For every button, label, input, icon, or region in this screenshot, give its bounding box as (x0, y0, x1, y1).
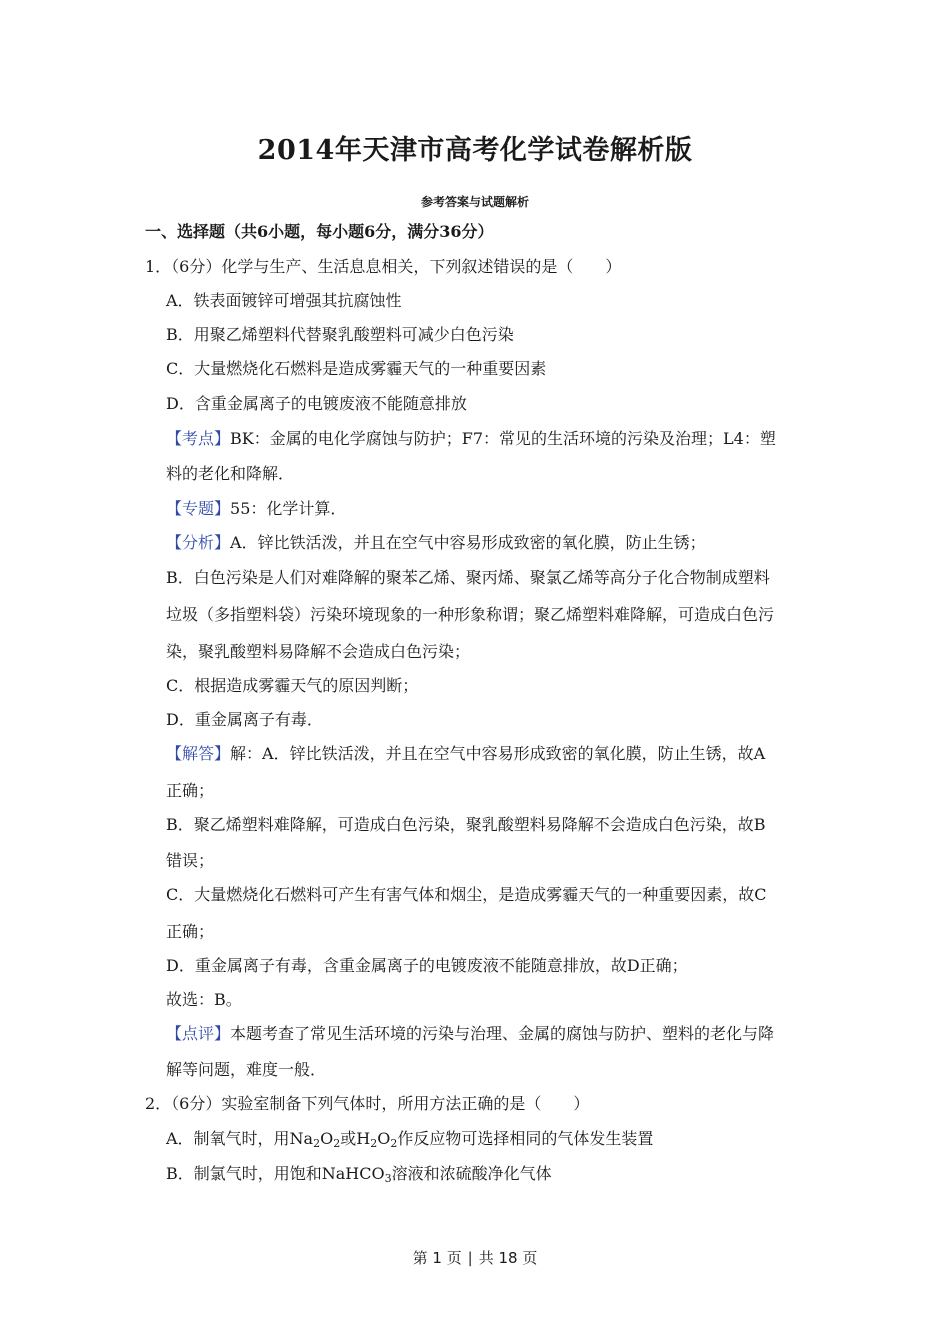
subscript: 2 (390, 1137, 398, 1150)
option-b-text: 溶液和浓硫酸净化气体 (391, 1164, 552, 1183)
jieda-line-5: C．大量燃烧化石燃料可产生有害气体和烟尘，是造成雾霾天气的一种重要因素，故C (166, 885, 767, 904)
question-1-option-b: B．用聚乙烯塑料代替聚乳酸塑料可减少白色污染 (166, 325, 514, 344)
kaodian-tag: 【考点】 (166, 429, 231, 448)
dianping-line-1 (166, 1023, 774, 1045)
option-a-text: 或H (340, 1129, 371, 1148)
dianping-text: 本题考查了常见生活环境的污染与治理、金属的腐蚀与防护、塑料的老化与降 (230, 1024, 775, 1043)
option-a-text: O (320, 1129, 334, 1148)
zhuanti-tag: 【专题】 (166, 499, 231, 518)
jieda-tag: 【解答】 (166, 744, 231, 763)
fenxi-line-1 (166, 532, 706, 554)
question-1-option-c: C．大量燃烧化石燃料是造成雾霾天气的一种重要因素 (166, 359, 547, 378)
fenxi-text: A．锌比铁活泼，并且在空气中容易形成致密的氧化膜，防止生锈； (230, 533, 706, 552)
kaodian-line-2: 料的老化和降解． (166, 464, 295, 483)
option-a-text: 作反应物可选择相同的气体发生装置 (397, 1129, 654, 1148)
zhuanti-line (166, 498, 346, 520)
subscript: 3 (384, 1172, 392, 1185)
question-2-option-b (166, 1163, 552, 1185)
jieda-text: 解：A．锌比铁活泼，并且在空气中容易形成致密的氧化膜，防止生锈，故A (230, 744, 766, 763)
option-b-text: B．制氯气时，用饱和NaHCO (166, 1164, 385, 1183)
jieda-line-6: 正确； (166, 922, 215, 941)
fenxi-line-6: D．重金属离子有毒． (166, 710, 323, 729)
subscript: 2 (313, 1137, 321, 1150)
question-1-option-a: A．铁表面镀锌可增强其抗腐蚀性 (166, 291, 402, 310)
kaodian-text: BK：金属的电化学腐蚀与防护；F7：常见的生活环境的污染及治理；L4：塑 (230, 429, 776, 448)
fenxi-line-2: B．白色污染是人们对难降解的聚苯乙烯、聚丙烯、聚氯乙烯等高分子化合物制成塑料 (166, 568, 770, 587)
option-a-text: A．制氧气时，用Na (166, 1129, 314, 1148)
question-2-option-a (166, 1128, 653, 1150)
question-2-stem: 2．（6分）实验室制备下列气体时，所用方法正确的是（ ） (145, 1094, 590, 1113)
dianping-line-2: 解等问题，难度一般． (166, 1060, 327, 1079)
dianping-tag: 【点评】 (166, 1024, 231, 1043)
zhuanti-text: 55：化学计算． (230, 499, 347, 518)
fenxi-line-5: C．根据造成雾霾天气的原因判断； (166, 676, 419, 695)
fenxi-line-4: 染，聚乳酸塑料易降解不会造成白色污染； (166, 642, 471, 661)
fenxi-line-3: 垃圾（多指塑料袋）污染环境现象的一种形象称谓；聚乙烯塑料难降解，可造成白色污 (166, 605, 775, 624)
question-1-option-d: D．含重金属离子的电镀废液不能随意排放 (166, 394, 467, 413)
option-a-text: O (377, 1129, 391, 1148)
jieda-line-1 (166, 743, 765, 765)
document-subtitle: 参考答案与试题解析 (420, 195, 529, 209)
jieda-line-7: D．重金属离子有毒，含重金属离子的电镀废液不能随意排放，故D正确； (166, 956, 688, 975)
document-title: 2014年天津市高考化学试卷解析版 (257, 135, 693, 166)
jieda-line-4: 错误； (166, 851, 215, 870)
question-1-stem: 1．（6分）化学与生产、生活息息相关，下列叙述错误的是（ ） (145, 257, 622, 276)
jieda-line-3: B．聚乙烯塑料难降解，可造成白色污染，聚乳酸塑料易降解不会造成白色污染，故B (166, 815, 766, 834)
jieda-line-2: 正确； (166, 781, 215, 800)
subscript: 2 (333, 1137, 341, 1150)
kaodian-line-1 (166, 428, 776, 450)
jieda-line-8: 故选：B。 (166, 990, 242, 1009)
page-footer: 第 1 页 ∣ 共 18 页 (412, 1249, 538, 1267)
subscript: 2 (370, 1137, 378, 1150)
section-heading: 一、选择题（共6小题，每小题6分，满分36分） (145, 222, 494, 241)
fenxi-tag: 【分析】 (166, 533, 231, 552)
